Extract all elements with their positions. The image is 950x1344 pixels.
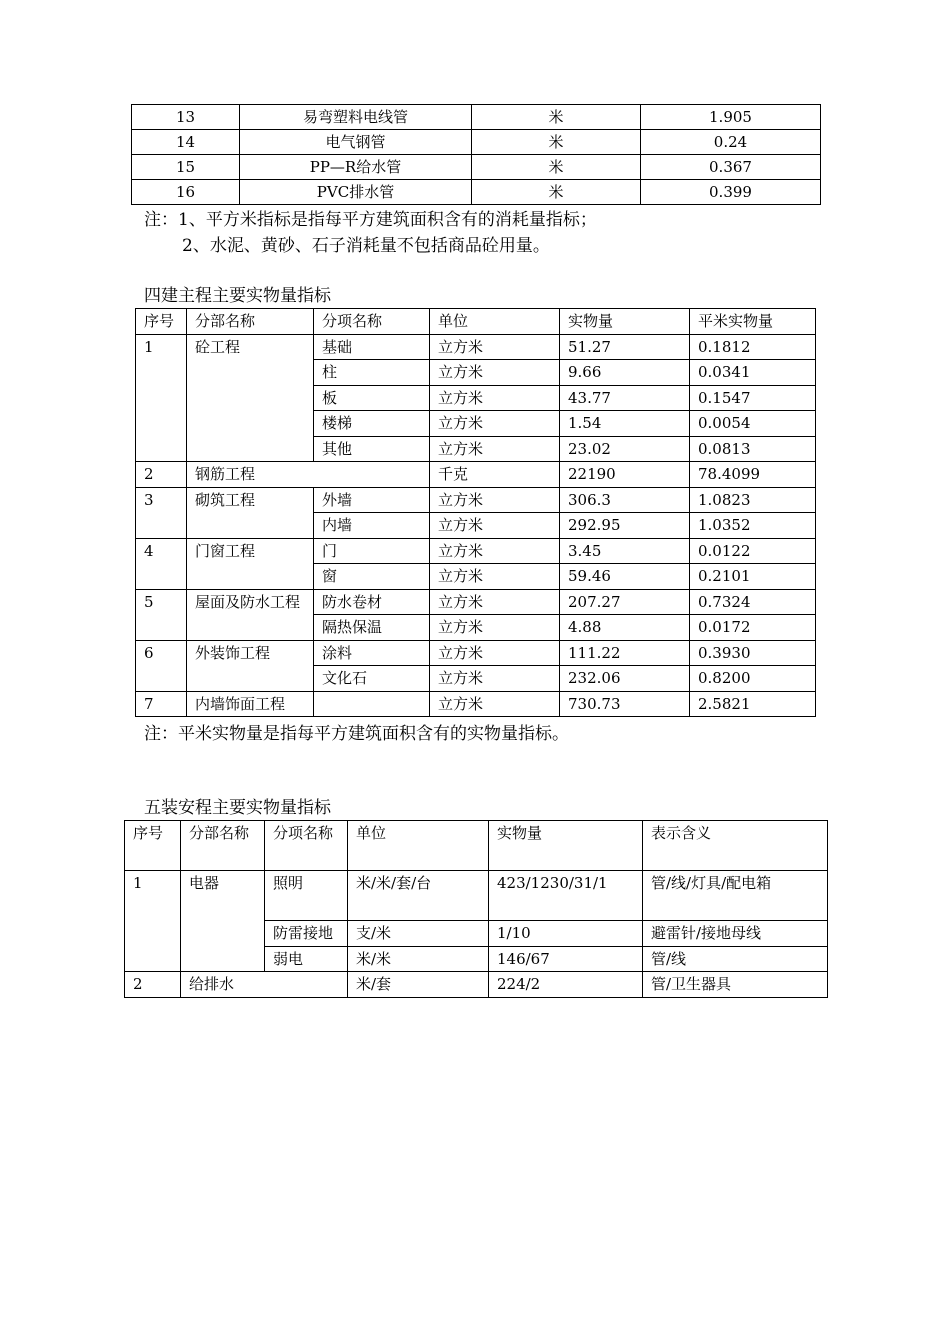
item-per: 1.0352 bbox=[690, 513, 816, 539]
item-name: 板 bbox=[314, 385, 430, 411]
group-name: 电器 bbox=[181, 871, 265, 972]
item-qty: 3.45 bbox=[560, 538, 690, 564]
group-name: 门窗工程 bbox=[187, 538, 314, 589]
table-cell: 0.399 bbox=[641, 180, 821, 205]
installation-quantity-table bbox=[124, 820, 828, 998]
group-name: 屋面及防水工程 bbox=[187, 589, 314, 640]
group-name: 砼工程 bbox=[187, 334, 314, 462]
table-row bbox=[132, 105, 821, 130]
header-item: 分项名称 bbox=[314, 309, 430, 335]
item-per: 0.1812 bbox=[690, 334, 816, 360]
item-unit: 立方米 bbox=[430, 691, 560, 717]
item-qty: 306.3 bbox=[560, 487, 690, 513]
section4-title: 四建主程主要实物量指标 bbox=[144, 286, 331, 306]
item-per: 78.4099 bbox=[690, 462, 816, 488]
item-name: 涂料 bbox=[314, 640, 430, 666]
table-cell: PP—R给水管 bbox=[240, 155, 472, 180]
table-row bbox=[136, 334, 816, 360]
table-row bbox=[125, 972, 828, 998]
table-cell: 0.367 bbox=[641, 155, 821, 180]
note-line-1: 注：1、平方米指标是指每平方建筑面积含有的消耗量指标； bbox=[144, 210, 597, 230]
item-unit: 米/套 bbox=[348, 972, 489, 998]
item-unit: 立方米 bbox=[430, 589, 560, 615]
table-cell: PVC排水管 bbox=[240, 180, 472, 205]
table-cell: 电气钢管 bbox=[240, 130, 472, 155]
table-header-row bbox=[125, 821, 828, 871]
item-qty: 146/67 bbox=[489, 946, 643, 972]
table-row bbox=[136, 640, 816, 666]
table-cell: 0.24 bbox=[641, 130, 821, 155]
item-qty: 59.46 bbox=[560, 564, 690, 590]
group-no: 1 bbox=[136, 334, 187, 462]
section5-title: 五装安程主要实物量指标 bbox=[144, 798, 331, 818]
item-name: 基础 bbox=[314, 334, 430, 360]
item-qty: 22190 bbox=[560, 462, 690, 488]
item-unit: 千克 bbox=[430, 462, 560, 488]
group-name: 砌筑工程 bbox=[187, 487, 314, 538]
table-row bbox=[136, 589, 816, 615]
table-cell: 13 bbox=[132, 105, 240, 130]
item-unit: 立方米 bbox=[430, 615, 560, 641]
table-cell: 1.905 bbox=[641, 105, 821, 130]
header-item: 分项名称 bbox=[265, 821, 348, 871]
item-meaning: 管/线/灯具/配电箱 bbox=[643, 871, 828, 921]
item-per: 2.5821 bbox=[690, 691, 816, 717]
item-name: 柱 bbox=[314, 360, 430, 386]
note-line-2: 2、水泥、黄砂、石子消耗量不包括商品砼用量。 bbox=[182, 236, 550, 256]
item-qty: 9.66 bbox=[560, 360, 690, 386]
item-name: 内墙 bbox=[314, 513, 430, 539]
table-cell: 米 bbox=[472, 180, 641, 205]
item-qty: 51.27 bbox=[560, 334, 690, 360]
group-name: 外装饰工程 bbox=[187, 640, 314, 691]
item-qty: 207.27 bbox=[560, 589, 690, 615]
item-per: 0.1547 bbox=[690, 385, 816, 411]
item-per: 0.0172 bbox=[690, 615, 816, 641]
item-name: 窗 bbox=[314, 564, 430, 590]
group-no: 6 bbox=[136, 640, 187, 691]
table-row bbox=[132, 180, 821, 205]
pipe-table bbox=[131, 104, 821, 205]
group-no: 2 bbox=[125, 972, 181, 998]
item-unit: 米/米/套/台 bbox=[348, 871, 489, 921]
item-unit: 立方米 bbox=[430, 564, 560, 590]
item-per: 1.0823 bbox=[690, 487, 816, 513]
group-no: 4 bbox=[136, 538, 187, 589]
item-unit: 立方米 bbox=[430, 334, 560, 360]
item-unit: 立方米 bbox=[430, 538, 560, 564]
item-per: 0.0122 bbox=[690, 538, 816, 564]
table-cell: 15 bbox=[132, 155, 240, 180]
table-cell: 16 bbox=[132, 180, 240, 205]
table-row bbox=[132, 155, 821, 180]
item-name: 门 bbox=[314, 538, 430, 564]
item-qty: 730.73 bbox=[560, 691, 690, 717]
item-name: 防雷接地 bbox=[265, 921, 348, 947]
header-quantity: 实物量 bbox=[560, 309, 690, 335]
table-row bbox=[136, 462, 816, 488]
header-division: 分部名称 bbox=[187, 309, 314, 335]
table-row bbox=[132, 130, 821, 155]
group-no: 3 bbox=[136, 487, 187, 538]
item-per: 0.0054 bbox=[690, 411, 816, 437]
item-name bbox=[314, 691, 430, 717]
group-name: 钢筋工程 bbox=[187, 462, 430, 488]
item-per: 0.2101 bbox=[690, 564, 816, 590]
group-no: 7 bbox=[136, 691, 187, 717]
item-unit: 立方米 bbox=[430, 487, 560, 513]
group-no: 1 bbox=[125, 871, 181, 972]
header-division: 分部名称 bbox=[181, 821, 265, 871]
item-per: 0.0813 bbox=[690, 436, 816, 462]
item-unit: 立方米 bbox=[430, 436, 560, 462]
item-qty: 43.77 bbox=[560, 385, 690, 411]
item-name: 文化石 bbox=[314, 666, 430, 692]
item-meaning: 避雷针/接地母线 bbox=[643, 921, 828, 947]
item-name: 照明 bbox=[265, 871, 348, 921]
group-name: 内墙饰面工程 bbox=[187, 691, 314, 717]
header-no: 序号 bbox=[136, 309, 187, 335]
item-unit: 支/米 bbox=[348, 921, 489, 947]
item-qty: 1.54 bbox=[560, 411, 690, 437]
item-qty: 4.88 bbox=[560, 615, 690, 641]
table-row bbox=[125, 871, 828, 921]
item-name: 隔热保温 bbox=[314, 615, 430, 641]
item-meaning: 管/线 bbox=[643, 946, 828, 972]
item-qty: 292.95 bbox=[560, 513, 690, 539]
item-name: 楼梯 bbox=[314, 411, 430, 437]
item-qty: 224/2 bbox=[489, 972, 643, 998]
item-unit: 立方米 bbox=[430, 513, 560, 539]
header-per-sqm: 平米实物量 bbox=[690, 309, 816, 335]
table-row bbox=[136, 538, 816, 564]
item-qty: 23.02 bbox=[560, 436, 690, 462]
item-per: 0.8200 bbox=[690, 666, 816, 692]
table-cell: 14 bbox=[132, 130, 240, 155]
construction-quantity-table bbox=[135, 308, 816, 717]
item-name: 防水卷材 bbox=[314, 589, 430, 615]
table-header-row bbox=[136, 309, 816, 335]
item-qty: 423/1230/31/1 bbox=[489, 871, 643, 921]
item-unit: 立方米 bbox=[430, 666, 560, 692]
header-meaning: 表示含义 bbox=[643, 821, 828, 871]
item-unit: 立方米 bbox=[430, 640, 560, 666]
item-unit: 立方米 bbox=[430, 411, 560, 437]
section4-note: 注：平米实物量是指每平方建筑面积含有的实物量指标。 bbox=[144, 724, 569, 744]
item-per: 0.0341 bbox=[690, 360, 816, 386]
table-cell: 米 bbox=[472, 105, 641, 130]
item-name: 其他 bbox=[314, 436, 430, 462]
item-qty: 111.22 bbox=[560, 640, 690, 666]
table-cell: 易弯塑料电线管 bbox=[240, 105, 472, 130]
header-unit: 单位 bbox=[430, 309, 560, 335]
header-quantity: 实物量 bbox=[489, 821, 643, 871]
item-per: 0.3930 bbox=[690, 640, 816, 666]
group-name: 给排水 bbox=[181, 972, 348, 998]
item-name: 弱电 bbox=[265, 946, 348, 972]
header-no: 序号 bbox=[125, 821, 181, 871]
table-row bbox=[136, 487, 816, 513]
item-unit: 米/米 bbox=[348, 946, 489, 972]
header-unit: 单位 bbox=[348, 821, 489, 871]
item-name: 外墙 bbox=[314, 487, 430, 513]
item-qty: 232.06 bbox=[560, 666, 690, 692]
group-no: 2 bbox=[136, 462, 187, 488]
item-unit: 立方米 bbox=[430, 385, 560, 411]
item-qty: 1/10 bbox=[489, 921, 643, 947]
table-row bbox=[136, 691, 816, 717]
group-no: 5 bbox=[136, 589, 187, 640]
table-cell: 米 bbox=[472, 155, 641, 180]
item-meaning: 管/卫生器具 bbox=[643, 972, 828, 998]
table-cell: 米 bbox=[472, 130, 641, 155]
item-unit: 立方米 bbox=[430, 360, 560, 386]
item-per: 0.7324 bbox=[690, 589, 816, 615]
